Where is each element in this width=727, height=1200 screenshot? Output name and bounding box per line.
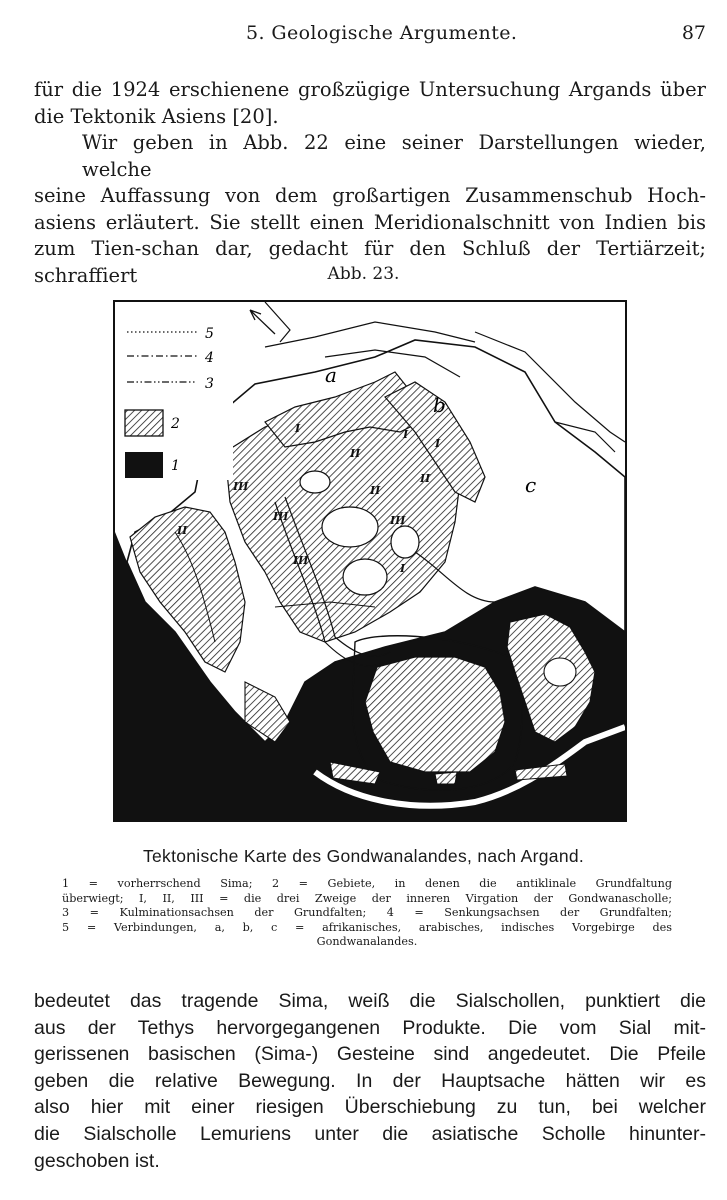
caption-line: Gondwanalandes. (316, 935, 418, 949)
virgation-label: III (390, 514, 406, 527)
text-line: zum Tien-schan dar, gedacht für den Schluß der Tertiärzeit; schraffiert (34, 237, 706, 287)
text-line: die Sialscholle Lemuriens unter die asiatische Scholle hinunter- (34, 1122, 706, 1145)
legend-number: 4 (205, 350, 214, 366)
region-letter-c: c (525, 473, 537, 497)
text-line: aus der Tethys hervorgegangenen Produkte. Die vom Sial mit- (34, 1016, 706, 1039)
virgation-label: II (370, 484, 381, 497)
sial-island (391, 526, 419, 558)
region-letter-a: a (325, 363, 337, 387)
paragraph-3 (34, 988, 706, 1174)
sial-island (343, 559, 387, 595)
text-line: seine Auffassung von dem großartigen Zusammenschub Hoch- (34, 184, 706, 207)
virgation-label: I (435, 437, 441, 450)
legend-number: 3 (205, 376, 214, 392)
caption-line: 3 = Kulminationsachsen der Grundfalten; 4 = Senkungsachsen der Grundfalten; (62, 906, 672, 920)
boundary-line (265, 302, 290, 342)
text-line: bedeutet das tragende Sima, weiß die Sialschollen, punktiert die (34, 990, 706, 1012)
region-letter-b: b (433, 393, 446, 417)
figure-label: Abb. 23. (327, 264, 400, 284)
paragraph-1 (34, 77, 706, 130)
movement-arrow (250, 310, 275, 334)
virgation-label: II (177, 524, 188, 537)
text-line: gerissenen basischen (Sima-) Gesteine sind angedeutet. Die Pfeile (34, 1043, 706, 1066)
running-title: 5. Geologische Argumente. (246, 22, 518, 44)
virgation-label: I (403, 428, 409, 441)
virgation-label: III (233, 480, 249, 493)
text-line: für die 1924 erschienene großzügige Untersuchung Argands über (34, 78, 706, 101)
sial-island (322, 507, 378, 547)
hatched-region (435, 772, 457, 784)
legend-swatch-2 (125, 410, 163, 436)
tectonic-map (113, 300, 627, 822)
virgation-label: II (350, 447, 361, 460)
page-number: 87 (681, 22, 706, 44)
legend-number: 1 (171, 458, 180, 474)
sial-island (300, 471, 330, 493)
virgation-label: I (400, 562, 406, 575)
text-line: geschoben ist. (34, 1149, 160, 1172)
virgation-label: III (293, 554, 309, 567)
caption-line: 1 = vorherrschend Sima; 2 = Gebiete, in denen die antiklinale Grundfaltung (62, 877, 672, 890)
running-header (34, 22, 706, 50)
virgation-label: III (273, 510, 289, 523)
legend-number: 2 (171, 416, 180, 432)
virgation-label: I (295, 422, 301, 435)
text-line: die Tektonik Asiens [20]. (34, 104, 279, 128)
text-line: geben die relative Bewegung. In der Hauptsache hätten wir es (34, 1069, 706, 1092)
sial-island (544, 658, 576, 686)
legend-number: 5 (205, 326, 214, 342)
virgation-label: II (420, 472, 431, 485)
caption-line: überwiegt; I, II, III = die drei Zweige der inneren Virgation der Gondwanascholle; (62, 891, 672, 905)
figure-caption-legend (62, 877, 672, 950)
map-svg (115, 302, 625, 820)
text-line: Wir geben in Abb. 22 eine seiner Darstellungen wieder, welche (82, 131, 706, 181)
hatched-region (365, 657, 505, 772)
figure-caption-title: Tektonische Karte des Gondwanalandes, nach Argand. (142, 846, 585, 866)
caption-line: 5 = Verbindungen, a, b, c = afrikanisches, arabisches, indisches Vorgebirge des (62, 920, 672, 934)
text-line: also hier mit einer riesigen Überschiebung zu tun, bei welcher (34, 1096, 706, 1119)
text-line: asiens erläutert. Sie stellt einen Meridionalschnitt von Indien bis (34, 210, 706, 234)
legend-swatch-1 (125, 452, 163, 478)
